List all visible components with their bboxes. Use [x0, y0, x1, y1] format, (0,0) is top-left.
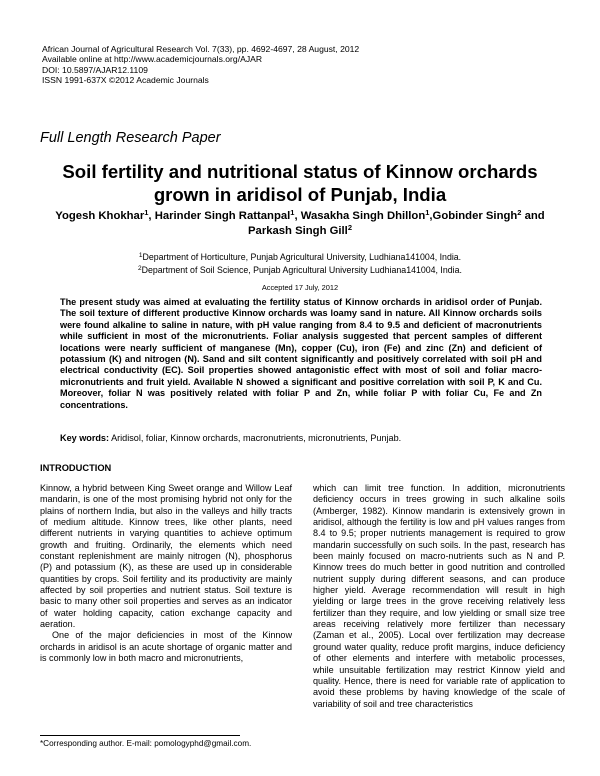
affiliations — [40, 251, 560, 276]
author-name: Parkash Singh Gill — [248, 225, 348, 237]
affiliation-mark: 1 — [138, 252, 143, 259]
affiliation — [40, 251, 560, 264]
affiliation-mark: 2 — [138, 264, 142, 272]
paragraph: One of the major deficiencies in most of the Kinnow orchards in aridisol is an acute shortage of organic matter and is commonly low in both macro and micronutrients, — [40, 630, 292, 664]
journal-doi: DOI: 10.5897/AJAR12.1109 — [42, 64, 148, 75]
author-name: Yogesh Khokhar — [55, 210, 145, 222]
author-list: Yogesh Khokhar$^1$, Harinder Singh Rattanpal$^1$, Wasakha Singh Dhillon$^1$,Gobinder Singh$^2$ and Parkash Singh Gill$^2$ — [55, 208, 545, 237]
keywords-label: Key words: — [60, 433, 110, 443]
paragraph: Kinnow, a hybrid between King Sweet orange and Willow Leaf mandarin, is one of the most promising hybrid not only for the plains of northern India, but also in the valleys and hilly tracts of medium altitude. Kinnow trees, like other plants, need different nutrients in varying quantities to achieve optimum growth and fruiting. Ordinarily, the elements which need constant replenishment are mainly nitrogen (N), phosphorus (P) and potassium (K), as these are used up in considerable quantities by crops. Soil fertility and its productivity are mainly affected by soil properties and nutrient status. Soil texture is basic to many other soil properties and serves as an indicator of water holding capacity, cation exchange capacity and aeration. — [40, 483, 292, 630]
author-name: Wasakha Singh Dhillon — [300, 210, 426, 222]
author-affiliation-mark: 1 — [290, 208, 295, 217]
journal-metadata — [42, 44, 359, 86]
accepted-date: Accepted 17 July, 2012 — [261, 283, 339, 292]
author-name: Harinder Singh Rattanpal — [154, 210, 291, 222]
journal-availability: Available online at http://www.academicjournals.org/AJAR — [42, 54, 263, 65]
author-affiliation-mark: 1 — [425, 208, 430, 217]
body-column-right — [313, 483, 565, 710]
abstract: The present study was aimed at evaluating the fertility status of Kinnow orchards in aridisol order of Punjab. The soil texture of different productive Kinnow orchards was loamy sand in nature. All Kinnow orchards soils were found alkaline to saline in nature, with pH value ranging from 8.4 to 9.5 and deficient of macronutrients while sufficient in most of the micronutrients. Foliar analysis suggested that percent samples of different locations were nearly sufficient of manganese (Mn), copper (Cu), iron (Fe) and zinc (Zn) and deficient of potassium (K) and nitrogen (N). Sand and silt content significantly and positively correlated with soil pH and electrical conductivity (EC). Soil properties showed antagonistic effect with most of soil and foliar macro-micronutrients and fruit yield. Available N showed a significant and positive correlation with soil P, K and Cu. Moreover, foliar N was positively related with foliar P and Zn, while foliar P with foliar Cu, Fe and Zn concentrations. — [60, 297, 542, 410]
affiliation-text: Department of Soil Science, Punjab Agricultural University Ludhiana141004, India. — [141, 264, 462, 275]
journal-citation: African Journal of Agricultural Research Vol. 7(33), pp. 4692-4697, 28 August, 2012 — [42, 44, 360, 54]
body-column-left — [40, 483, 292, 665]
footnote-divider — [40, 735, 240, 736]
author-affiliation-mark: 2 — [347, 223, 352, 232]
affiliation-text: Department of Horticulture, Punjab Agricultural University, Ludhiana141004, India. — [142, 252, 462, 262]
title-line-1: Soil fertility and nutritional status of Kinnow orchards — [62, 161, 538, 182]
section-heading-introduction: INTRODUCTION — [40, 463, 112, 473]
author-affiliation-mark: 1 — [144, 208, 149, 217]
author-name: Gobinder Singh — [432, 210, 518, 222]
journal-issn: ISSN 1991-637X ©2012 Academic Journals — [42, 75, 209, 86]
affiliation — [40, 264, 560, 277]
corresponding-author-footnote: *Corresponding author. E-mail: pomologyphd@gmail.com. — [40, 739, 252, 748]
author-affiliation-mark: 2 — [517, 208, 522, 217]
paragraph: which can limit tree function. In addition, micronutrients deficiency occurs in trees growing in such alkaline soils (Amberger, 1982). Kinnow mandarin is extensively grown in aridisol, although the fertility is low and pH values ranges from 8.4 to 9.5; proper nutrients management is required to grow mandarin successfully on such soils. In the past, research has been mainly focused on macro-nutrients such as N and P. Kinnow trees do much better in good nutrition and controlled nutrient supply during different seasons, and can produce higher yield. Average recommendation will result in high yielding or large trees in the grove receiving relatively less fertilizer than they require, and low yielding or small size tree areas receiving relatively more fertilizer than necessary (Zaman et al., 2005). Local over fertilization may decrease ground water quality, reduce profit margins, induce deficiency of other elements and interfere with metabolic processes, while unsuitable fertilization may restrict Kinnow yield and quality. Hence, there is need for variable rate of application to avoid these problems by having knowledge of the scale of variability of soil and tree characteristics — [313, 483, 565, 709]
keywords-text: Aridisol, foliar, Kinnow orchards, macronutrients, micronutrients, Punjab. — [111, 433, 402, 443]
paper-type: Full Length Research Paper — [40, 130, 221, 146]
keywords — [60, 432, 542, 444]
title-line-2: grown in aridisol of Punjab, India — [153, 184, 447, 205]
paper-title — [40, 160, 560, 206]
